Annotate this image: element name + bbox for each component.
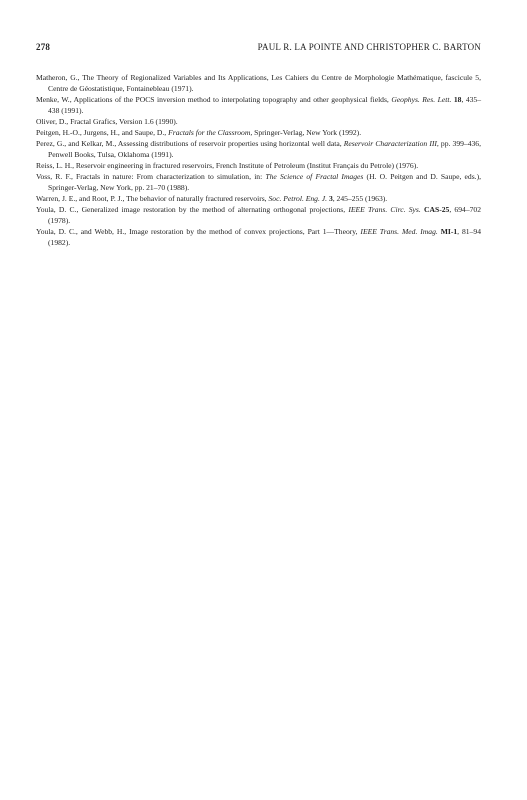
reference-item xyxy=(36,94,481,116)
reference-text: Oliver, D., Fractal Grafics, Version 1.6 (1990). xyxy=(36,117,178,126)
reference-list xyxy=(36,72,481,248)
volume-number: 3 xyxy=(328,194,333,203)
journal-title: IEEE Trans. Circ. Sys. xyxy=(348,205,421,214)
book-title: The Science of Fractal Images xyxy=(265,172,364,181)
volume-number: MI-1 xyxy=(440,227,458,236)
reference-text: , 245–255 (1963). xyxy=(332,194,388,203)
reference-text: Voss, R. F., Fractals in nature: From characterization to simulation, in: xyxy=(36,172,266,181)
page-number: 278 xyxy=(36,42,51,52)
reference-item xyxy=(36,160,481,171)
page-header xyxy=(36,42,481,52)
reference-item xyxy=(36,127,481,138)
volume-number: CAS-25 xyxy=(424,205,450,214)
journal-title: Geophys. Res. Lett. xyxy=(391,95,452,104)
reference-text: Youla, D. C., and Webb, H., Image restoration by the method of convex projections, Part 1—Theory, xyxy=(36,227,361,236)
journal-title: Soc. Petrol. Eng. J. xyxy=(268,194,328,203)
reference-text: Youla, D. C., Generalized image restoration by the method of alternating orthogonal projections, xyxy=(36,205,349,214)
book-title: Reservoir Characterization III xyxy=(343,139,437,148)
reference-item xyxy=(36,138,481,160)
reference-text: (H. O. Peitgen and D. Saupe, eds.), Springer-Verlag, New York, pp. 21–70 (1988). xyxy=(48,172,481,192)
reference-item xyxy=(36,226,481,248)
reference-text: Perez, G., and Kelkar, M., Assessing distributions of reservoir properties using horizontal well data, xyxy=(36,139,344,148)
reference-text: Reiss, L. H., Reservoir engineering in fractured reservoirs, French Institute of Petroleum (Institut Français du Petrole) (1976). xyxy=(36,161,419,170)
journal-title: IEEE Trans. Med. Imag. xyxy=(360,227,438,236)
reference-text: , pp. 399–436, Penwell Books, Tulsa, Oklahoma (1991). xyxy=(48,139,481,159)
reference-item xyxy=(36,193,481,204)
reference-text: , 435–438 (1991). xyxy=(48,95,482,115)
reference-item xyxy=(36,72,481,94)
reference-item xyxy=(36,204,481,226)
reference-text: , 694–702 (1978). xyxy=(48,205,482,225)
reference-text: Matheron, G., The Theory of Regionalized Variables and Its Applications, Les Cahiers du Centre de Morphologie Mathématique, fascicule 5, Centre de Géostatistique, Fontainebleau (1971). xyxy=(36,73,481,93)
running-title: PAUL R. LA POINTE AND CHRISTOPHER C. BARTON xyxy=(257,42,481,52)
book-title: Fractals for the Classroom xyxy=(168,128,251,137)
reference-item xyxy=(36,116,481,127)
reference-text: Peitgen, H.-O., Jurgens, H., and Saupe, D., xyxy=(36,128,169,137)
reference-text: Warren, J. E., and Root, P. J., The behavior of naturally fractured reservoirs, xyxy=(36,194,269,203)
reference-text: , 81–94 (1982). xyxy=(48,227,481,247)
reference-text: Menke, W., Applications of the POCS inversion method to interpolating topography and other geophysical fields, xyxy=(36,95,392,104)
reference-text: , Springer-Verlag, New York (1992). xyxy=(250,128,362,137)
reference-item xyxy=(36,171,481,193)
volume-number: 18 xyxy=(453,95,462,104)
